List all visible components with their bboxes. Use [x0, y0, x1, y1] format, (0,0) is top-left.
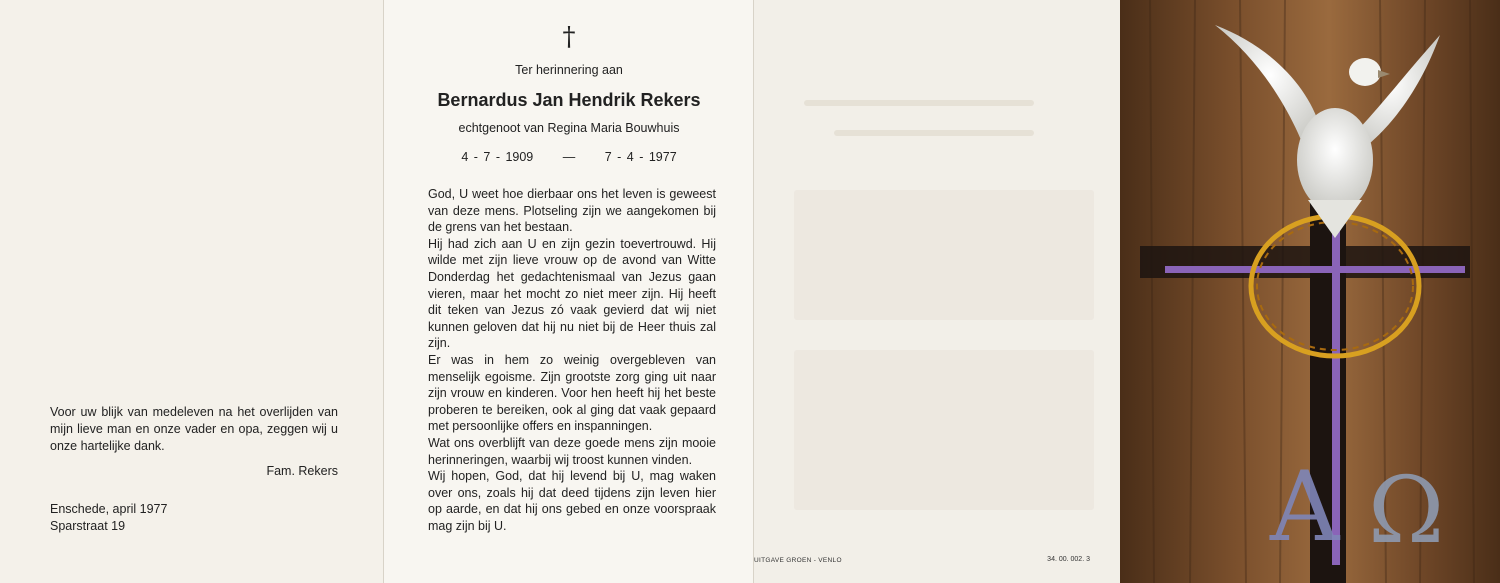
publisher-imprint: UITGAVE GROEN - VENLO — [754, 557, 842, 564]
inner-blank-panel — [754, 0, 1120, 583]
cross-symbol: † — [562, 22, 576, 52]
artwork-panel — [1120, 0, 1500, 583]
birth-date: 4 - 7 - 1909 — [461, 150, 534, 164]
alpha-letter: A — [1270, 451, 1340, 563]
print-code: 34. 00. 002. 3 — [1047, 556, 1090, 563]
place-date: Enschede, april 1977 — [50, 502, 168, 516]
bleed-through — [794, 190, 1094, 320]
thanks-panel — [0, 0, 384, 583]
cross-dark-horizontal — [1140, 246, 1470, 278]
intro-line: Ter herinnering aan — [515, 63, 623, 77]
cross-purple-horizontal — [1165, 266, 1465, 273]
spouse-line: echtgenoot van Regina Maria Bouwhuis — [458, 121, 680, 135]
prayer-text — [428, 186, 716, 534]
thanks-text: Voor uw blijk van medeleven na het overlijden van mijn lieve man en onze vader en opa, zeggen wij u onze hartelijke dank. — [50, 405, 338, 453]
paragraph: Wat ons overblijft van deze goede mens zijn mooie herinneringen, waarbij wij troost kunnen vinden. — [428, 435, 716, 467]
paragraph: Er was in hem zo weinig overgebleven van menselijk egoisme. Zijn grootste zorg ging uit naar zijn vrouw en kinderen. Voor hen heeft hij het beste proberen te bereiken, ook al ging dat vaak gepaard met persoonlijke offers en inspanningen. — [428, 352, 716, 434]
bleed-through — [794, 350, 1094, 510]
artwork-illustration — [1120, 0, 1500, 583]
paragraph: Hij had zich aan U en zijn gezin toevertrouwd. Hij wilde met zijn lieve vrouw op de avond van Witte Donderdag het gedachtenismaal van Jezus gaan vieren, maar het mocht zo niet meer zijn. Hij heeft dit teken van Jezus zó vaak gevierd dat wij niet kunnen geloven dat hij nu niet bij de Heer thuis zal zijn. — [428, 236, 716, 351]
paragraph: God, U weet hoe dierbaar ons het leven is geweest van deze mens. Plotseling zijn we aangekomen bij de grens van het bestaan. — [428, 187, 716, 235]
paragraph: Wij hopen, God, dat hij levend bij U, mag waken over ons, zoals hij dat deed tijdens zijn leven hier op aarde, en dat hij ons gebed en onze voorspraak mag zijn bij U. — [428, 469, 716, 533]
life-dates — [384, 150, 754, 164]
street: Sparstraat 19 — [50, 519, 126, 533]
bleed-through — [804, 100, 1034, 106]
address — [50, 501, 167, 535]
deceased-name: Bernardus Jan Hendrik Rekers — [437, 90, 701, 110]
date-dash: — — [562, 150, 576, 164]
signature: Fam. Rekers — [266, 464, 338, 478]
death-date: 7 - 4 - 1977 — [604, 150, 677, 164]
omega-letter: Ω — [1368, 457, 1445, 564]
bleed-through — [834, 130, 1034, 136]
memorial-panel — [384, 0, 754, 583]
